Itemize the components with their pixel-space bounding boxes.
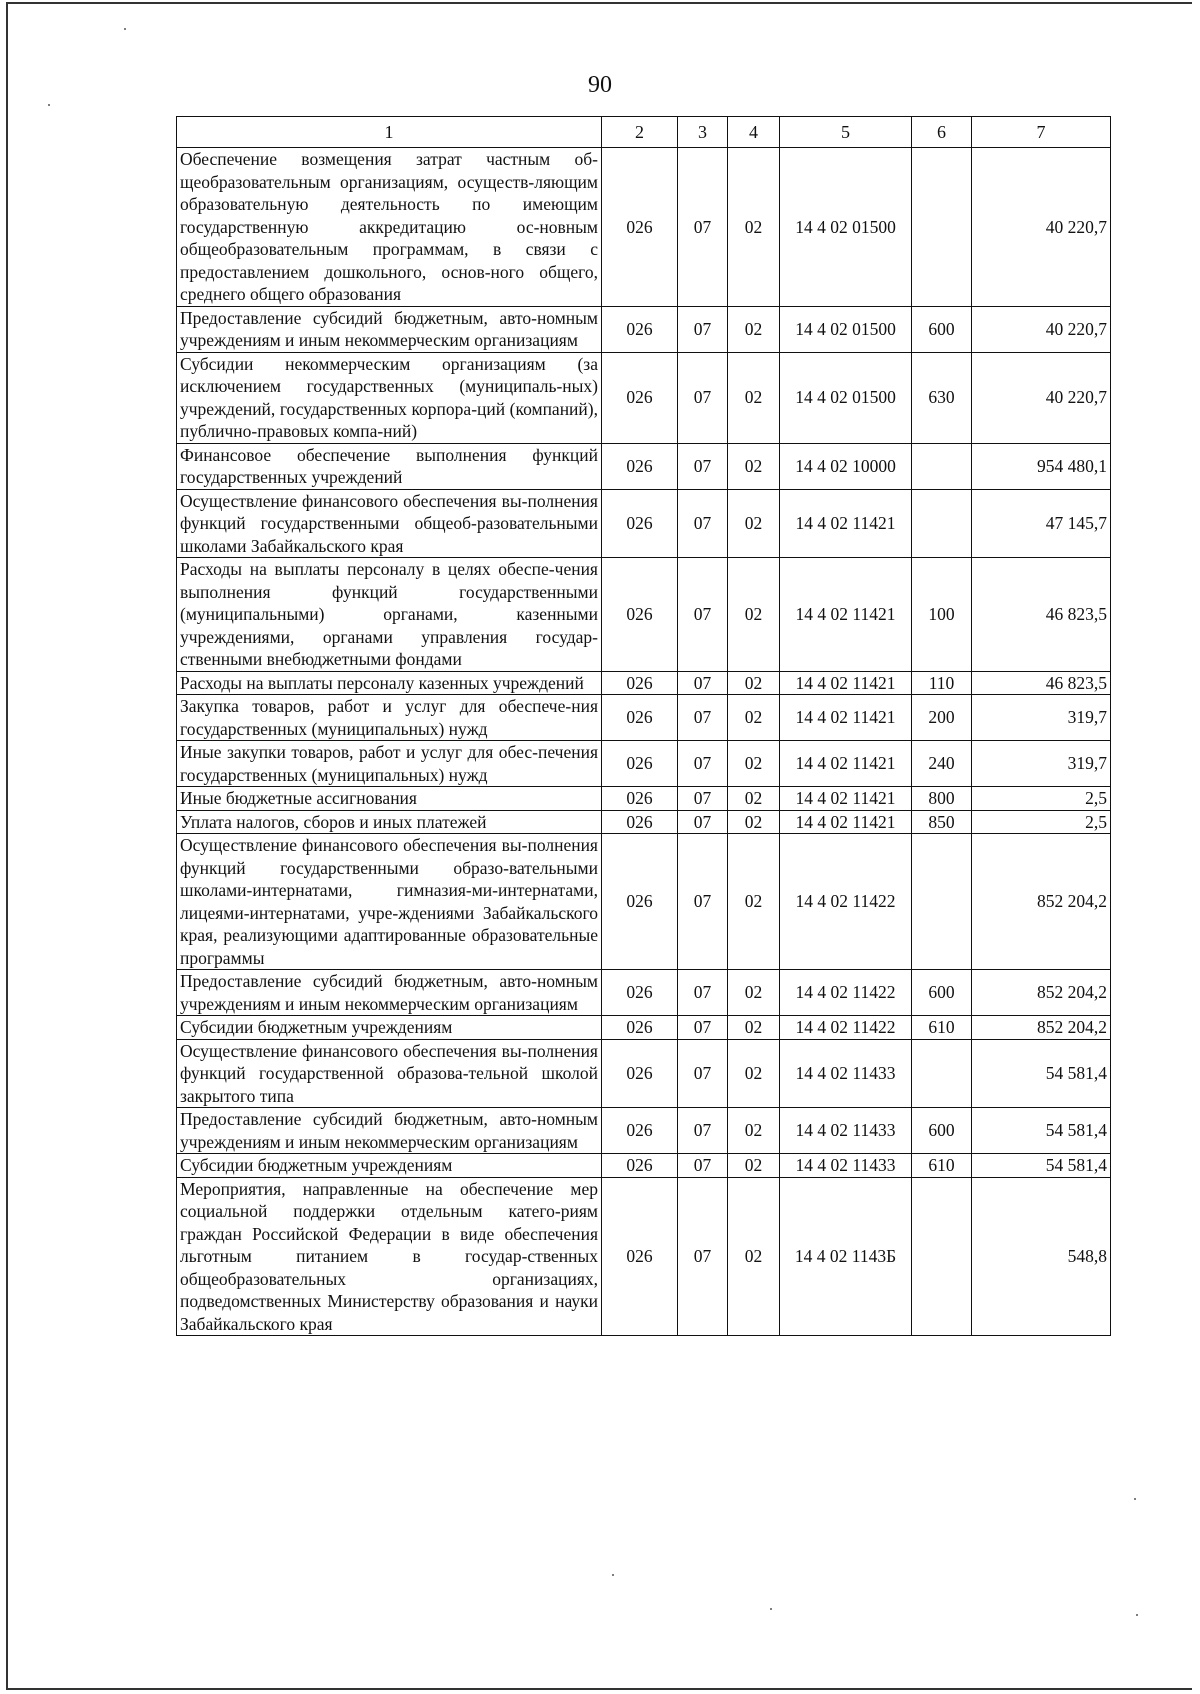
ministry-code-cell: 026	[602, 970, 678, 1016]
target-article-cell: 14 4 02 11422	[780, 834, 912, 970]
expense-type-cell: 850	[912, 810, 972, 834]
target-article-cell: 14 4 02 11421	[780, 741, 912, 787]
subsection-code-cell: 02	[728, 834, 780, 970]
column-header-3: 3	[678, 117, 728, 148]
table-header-row	[177, 117, 1111, 148]
table-row	[177, 489, 1111, 558]
target-article-cell: 14 4 02 10000	[780, 443, 912, 489]
ministry-code-cell: 026	[602, 1016, 678, 1040]
table-row	[177, 148, 1111, 307]
amount-cell: 54 581,4	[972, 1154, 1111, 1178]
subsection-code-cell: 02	[728, 787, 780, 811]
ministry-code-cell: 026	[602, 1177, 678, 1336]
row-name-cell: Иные закупки товаров, работ и услуг для обес-печения государственных (муниципальных) нужд	[177, 741, 602, 787]
section-code-cell: 07	[678, 671, 728, 695]
section-code-cell: 07	[678, 1154, 728, 1178]
table-row	[177, 306, 1111, 352]
table-row	[177, 1016, 1111, 1040]
target-article-cell: 14 4 02 11421	[780, 489, 912, 558]
column-header-2: 2	[602, 117, 678, 148]
expense-type-cell: 200	[912, 695, 972, 741]
amount-cell: 54 581,4	[972, 1108, 1111, 1154]
ministry-code-cell: 026	[602, 810, 678, 834]
column-header-6: 6	[912, 117, 972, 148]
table-row	[177, 1154, 1111, 1178]
ministry-code-cell: 026	[602, 787, 678, 811]
amount-cell: 548,8	[972, 1177, 1111, 1336]
table-row	[177, 1108, 1111, 1154]
row-name-cell: Предоставление субсидий бюджетным, авто-номным учреждениям и иным некоммерческим организациям	[177, 306, 602, 352]
scan-speck	[1134, 1498, 1136, 1500]
table-row	[177, 443, 1111, 489]
ministry-code-cell: 026	[602, 695, 678, 741]
column-header-5: 5	[780, 117, 912, 148]
column-header-1: 1	[177, 117, 602, 148]
section-code-cell: 07	[678, 306, 728, 352]
expense-type-cell	[912, 1039, 972, 1108]
table-row	[177, 970, 1111, 1016]
section-code-cell: 07	[678, 558, 728, 672]
section-code-cell: 07	[678, 1177, 728, 1336]
row-name-cell: Осуществление финансового обеспечения вы-полнения функций государственными образо-вательными школами-интернатами, гимназия-ми-интернатами, лицеями-интернатами, учре-ждениями Забайкальского края, реализующими адаптированные образовательные программы	[177, 834, 602, 970]
row-name-cell: Мероприятия, направленные на обеспечение мер социальной поддержки отдельным катего-риям граждан Российской Федерации в виде обеспечения льготным питанием в государ-ственных общеобразовательных организациях, подведомственных Министерству образования и науки Забайкальского края	[177, 1177, 602, 1336]
ministry-code-cell: 026	[602, 443, 678, 489]
expense-type-cell: 610	[912, 1016, 972, 1040]
subsection-code-cell: 02	[728, 810, 780, 834]
row-name-cell: Осуществление финансового обеспечения вы-полнения функций государственными общеоб-разовательными школами Забайкальского края	[177, 489, 602, 558]
target-article-cell: 14 4 02 01500	[780, 306, 912, 352]
target-article-cell: 14 4 02 11421	[780, 671, 912, 695]
ministry-code-cell: 026	[602, 306, 678, 352]
target-article-cell: 14 4 02 11433	[780, 1039, 912, 1108]
section-code-cell: 07	[678, 970, 728, 1016]
section-code-cell: 07	[678, 489, 728, 558]
subsection-code-cell: 02	[728, 671, 780, 695]
target-article-cell: 14 4 02 1143Б	[780, 1177, 912, 1336]
ministry-code-cell: 026	[602, 352, 678, 443]
scan-speck	[770, 1608, 772, 1610]
subsection-code-cell: 02	[728, 443, 780, 489]
amount-cell: 46 823,5	[972, 671, 1111, 695]
table-row	[177, 1177, 1111, 1336]
subsection-code-cell: 02	[728, 695, 780, 741]
amount-cell: 54 581,4	[972, 1039, 1111, 1108]
ministry-code-cell: 026	[602, 1108, 678, 1154]
section-code-cell: 07	[678, 834, 728, 970]
amount-cell: 40 220,7	[972, 148, 1111, 307]
table-row	[177, 558, 1111, 672]
target-article-cell: 14 4 02 11421	[780, 787, 912, 811]
expense-type-cell	[912, 443, 972, 489]
column-header-7: 7	[972, 117, 1111, 148]
scan-speck	[612, 1574, 614, 1576]
section-code-cell: 07	[678, 695, 728, 741]
subsection-code-cell: 02	[728, 558, 780, 672]
expense-type-cell: 610	[912, 1154, 972, 1178]
table-body	[177, 148, 1111, 1336]
scan-speck	[1136, 1614, 1138, 1616]
expense-type-cell: 800	[912, 787, 972, 811]
table-row	[177, 352, 1111, 443]
expense-type-cell	[912, 1177, 972, 1336]
row-name-cell: Закупка товаров, работ и услуг для обеспече-ния государственных (муниципальных) нужд	[177, 695, 602, 741]
column-header-4: 4	[728, 117, 780, 148]
page-number: 90	[588, 72, 612, 98]
table-row	[177, 1039, 1111, 1108]
ministry-code-cell: 026	[602, 489, 678, 558]
expense-type-cell: 100	[912, 558, 972, 672]
section-code-cell: 07	[678, 787, 728, 811]
section-code-cell: 07	[678, 1039, 728, 1108]
row-name-cell: Уплата налогов, сборов и иных платежей	[177, 810, 602, 834]
section-code-cell: 07	[678, 148, 728, 307]
target-article-cell: 14 4 02 01500	[780, 148, 912, 307]
table-row	[177, 695, 1111, 741]
amount-cell: 46 823,5	[972, 558, 1111, 672]
amount-cell: 319,7	[972, 741, 1111, 787]
budget-table	[176, 116, 1111, 1336]
amount-cell: 852 204,2	[972, 834, 1111, 970]
row-name-cell: Субсидии бюджетным учреждениям	[177, 1016, 602, 1040]
row-name-cell: Субсидии некоммерческим организациям (за исключением государственных (муниципаль-ных) учреждений, государственных корпора-ций (компаний), публично-правовых компа-ний)	[177, 352, 602, 443]
amount-cell: 954 480,1	[972, 443, 1111, 489]
target-article-cell: 14 4 02 11421	[780, 558, 912, 672]
row-name-cell: Иные бюджетные ассигнования	[177, 787, 602, 811]
subsection-code-cell: 02	[728, 1108, 780, 1154]
ministry-code-cell: 026	[602, 148, 678, 307]
subsection-code-cell: 02	[728, 148, 780, 307]
section-code-cell: 07	[678, 1108, 728, 1154]
row-name-cell: Осуществление финансового обеспечения вы-полнения функций государственной образова-тельной школой закрытого типа	[177, 1039, 602, 1108]
target-article-cell: 14 4 02 11422	[780, 970, 912, 1016]
subsection-code-cell: 02	[728, 741, 780, 787]
ministry-code-cell: 026	[602, 671, 678, 695]
subsection-code-cell: 02	[728, 489, 780, 558]
section-code-cell: 07	[678, 1016, 728, 1040]
row-name-cell: Обеспечение возмещения затрат частным об-щеобразовательным организациям, осуществ-ляющим образовательную деятельность по имеющим государственную аккредитацию ос-новным общеобразовательным программам, в связи с предоставлением дошкольного, основ-ного общего, среднего общего образования	[177, 148, 602, 307]
subsection-code-cell: 02	[728, 306, 780, 352]
expense-type-cell: 110	[912, 671, 972, 695]
section-code-cell: 07	[678, 443, 728, 489]
subsection-code-cell: 02	[728, 1039, 780, 1108]
subsection-code-cell: 02	[728, 1177, 780, 1336]
amount-cell: 852 204,2	[972, 970, 1111, 1016]
ministry-code-cell: 026	[602, 834, 678, 970]
row-name-cell: Предоставление субсидий бюджетным, авто-номным учреждениям и иным некоммерческим организациям	[177, 1108, 602, 1154]
row-name-cell: Субсидии бюджетным учреждениям	[177, 1154, 602, 1178]
table-row	[177, 810, 1111, 834]
target-article-cell: 14 4 02 11422	[780, 1016, 912, 1040]
table-row	[177, 671, 1111, 695]
expense-type-cell	[912, 148, 972, 307]
amount-cell: 47 145,7	[972, 489, 1111, 558]
amount-cell: 2,5	[972, 787, 1111, 811]
row-name-cell: Предоставление субсидий бюджетным, авто-номным учреждениям и иным некоммерческим организациям	[177, 970, 602, 1016]
row-name-cell: Расходы на выплаты персоналу казенных учреждений	[177, 671, 602, 695]
expense-type-cell: 600	[912, 306, 972, 352]
amount-cell: 40 220,7	[972, 352, 1111, 443]
ministry-code-cell: 026	[602, 1039, 678, 1108]
amount-cell: 319,7	[972, 695, 1111, 741]
ministry-code-cell: 026	[602, 558, 678, 672]
target-article-cell: 14 4 02 11421	[780, 810, 912, 834]
target-article-cell: 14 4 02 01500	[780, 352, 912, 443]
section-code-cell: 07	[678, 741, 728, 787]
amount-cell: 40 220,7	[972, 306, 1111, 352]
expense-type-cell	[912, 834, 972, 970]
target-article-cell: 14 4 02 11421	[780, 695, 912, 741]
amount-cell: 852 204,2	[972, 1016, 1111, 1040]
section-code-cell: 07	[678, 352, 728, 443]
expense-type-cell: 600	[912, 970, 972, 1016]
target-article-cell: 14 4 02 11433	[780, 1154, 912, 1178]
expense-type-cell: 240	[912, 741, 972, 787]
section-code-cell: 07	[678, 810, 728, 834]
scan-speck	[48, 104, 50, 106]
subsection-code-cell: 02	[728, 1016, 780, 1040]
expense-type-cell: 630	[912, 352, 972, 443]
expense-type-cell: 600	[912, 1108, 972, 1154]
subsection-code-cell: 02	[728, 970, 780, 1016]
amount-cell: 2,5	[972, 810, 1111, 834]
row-name-cell: Расходы на выплаты персоналу в целях обеспе-чения выполнения функций государственными (муниципальными) органами, казенными учреждениями, органами управления государ-ственными внебюджетными фондами	[177, 558, 602, 672]
scan-speck	[124, 28, 126, 30]
table-row	[177, 834, 1111, 970]
table-row	[177, 741, 1111, 787]
ministry-code-cell: 026	[602, 1154, 678, 1178]
subsection-code-cell: 02	[728, 352, 780, 443]
expense-type-cell	[912, 489, 972, 558]
subsection-code-cell: 02	[728, 1154, 780, 1178]
ministry-code-cell: 026	[602, 741, 678, 787]
row-name-cell: Финансовое обеспечение выполнения функций государственных учреждений	[177, 443, 602, 489]
target-article-cell: 14 4 02 11433	[780, 1108, 912, 1154]
table-row	[177, 787, 1111, 811]
